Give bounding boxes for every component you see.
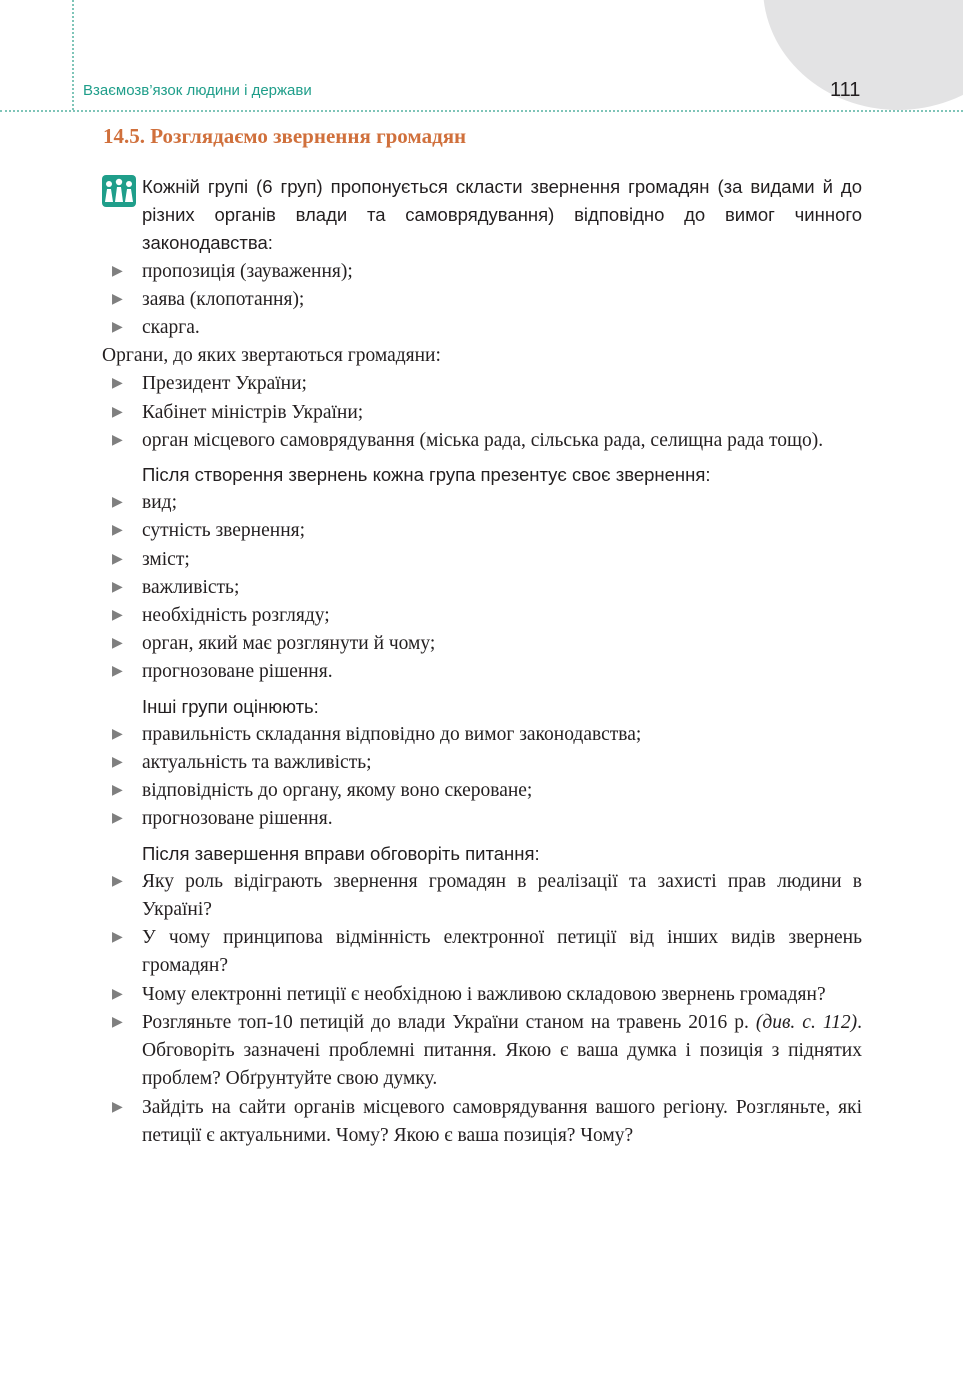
list-item: ▶ прогнозоване рішення. bbox=[102, 658, 862, 686]
triangle-bullet-icon: ▶ bbox=[112, 636, 123, 652]
question-item: ▶ Зайдіть на сайти органів місцевого самоврядування вашого регіону. Розгляньте, які петиції є актуальними. Чому? Якою є ваша позиція? Чому? bbox=[102, 1094, 862, 1150]
triangle-bullet-icon: ▶ bbox=[112, 320, 123, 336]
triangle-bullet-icon: ▶ bbox=[112, 755, 123, 771]
list-item: ▶ зміст; bbox=[102, 546, 862, 574]
list-item: ▶ орган, який має розглянути й чому; bbox=[102, 630, 862, 658]
list-item: ▶ важливість; bbox=[102, 574, 862, 602]
list-item: ▶ орган місцевого самоврядування (міська рада, сільська рада, селищна рада тощо). bbox=[102, 427, 862, 455]
triangle-bullet-icon: ▶ bbox=[112, 551, 123, 567]
list-item: ▶ заява (клопотання); bbox=[102, 286, 862, 314]
list-item: ▶ необхідність розгляду; bbox=[102, 602, 862, 630]
running-head: Взаємозв’язок людини і держави bbox=[83, 82, 312, 99]
list-item: ▶ сутність звернення; bbox=[102, 517, 862, 545]
page-reference: (див. с. 112) bbox=[755, 1011, 858, 1033]
discussion-questions-list bbox=[102, 868, 862, 1150]
list-item: ▶ вид; bbox=[102, 489, 862, 517]
triangle-bullet-icon: ▶ bbox=[112, 930, 123, 946]
question-item: ▶ Розгляньте топ-10 петицій до влади України станом на травень 2016 р. (див. с. 112). Обговоріть зазначені проблемні питання. Якою є ваша думка і позиція з піднятих проблем? Обґрунтуйте свою думку. bbox=[102, 1009, 862, 1094]
triangle-bullet-icon: ▶ bbox=[112, 579, 123, 595]
triangle-bullet-icon: ▶ bbox=[112, 263, 123, 279]
triangle-bullet-icon: ▶ bbox=[112, 783, 123, 799]
triangle-bullet-icon: ▶ bbox=[112, 608, 123, 624]
triangle-bullet-icon: ▶ bbox=[112, 523, 123, 539]
task-intro: Кожній групі (6 груп) пропонується скласти звернення громадян (за видами й до різних органів влади та самоврядування) відповідно до вимог чинного законодавства: bbox=[142, 176, 862, 254]
list-item: ▶ відповідність до органу, якому воно скероване; bbox=[102, 777, 862, 805]
triangle-bullet-icon: ▶ bbox=[112, 1099, 123, 1115]
list-item: ▶ Президент України; bbox=[102, 370, 862, 398]
organs-label: Органи, до яких звертаються громадяни: bbox=[102, 345, 441, 367]
triangle-bullet-icon: ▶ bbox=[112, 432, 123, 448]
present-label: Після створення звернень кожна група презентує своє звернення: bbox=[142, 464, 711, 486]
margin-guide-vertical bbox=[72, 0, 74, 110]
triangle-bullet-icon: ▶ bbox=[112, 1014, 123, 1030]
list-item: ▶ пропозиція (зауваження); bbox=[102, 258, 862, 286]
section-title: 14.5. Розглядаємо звернення громадян bbox=[103, 124, 467, 148]
evaluate-list bbox=[102, 721, 862, 834]
triangle-bullet-icon: ▶ bbox=[112, 291, 123, 307]
evaluate-label: Інші групи оцінюють: bbox=[142, 695, 319, 717]
question-item: ▶ У чому принципова відмінність електронної петиції від інших видів звернень громадян? bbox=[102, 924, 862, 980]
list-item: ▶ Кабінет міністрів України; bbox=[102, 399, 862, 427]
list-item: ▶ прогнозоване рішення. bbox=[102, 805, 862, 833]
present-list bbox=[102, 489, 862, 686]
triangle-bullet-icon: ▶ bbox=[112, 376, 123, 392]
discuss-label: Після завершення вправи обговоріть питання: bbox=[142, 842, 540, 864]
page-number: 111 bbox=[830, 79, 861, 101]
triangle-bullet-icon: ▶ bbox=[112, 664, 123, 680]
list-item: ▶ правильність складання відповідно до вимог законодавства; bbox=[102, 721, 862, 749]
list-item: ▶ актуальність та важливість; bbox=[102, 749, 862, 777]
corner-decoration bbox=[763, 0, 963, 110]
triangle-bullet-icon: ▶ bbox=[112, 404, 123, 420]
appeal-types-list bbox=[102, 258, 862, 343]
triangle-bullet-icon: ▶ bbox=[112, 873, 123, 889]
header-divider bbox=[0, 110, 963, 112]
list-item: ▶ скарга. bbox=[102, 314, 862, 342]
triangle-bullet-icon: ▶ bbox=[112, 986, 123, 1002]
triangle-bullet-icon: ▶ bbox=[112, 811, 123, 827]
triangle-bullet-icon: ▶ bbox=[112, 495, 123, 511]
triangle-bullet-icon: ▶ bbox=[112, 726, 123, 742]
page-body bbox=[102, 173, 862, 1150]
question-item: ▶ Яку роль відіграють звернення громадян в реалізації та захисті прав людини в Україні? bbox=[102, 868, 862, 924]
question-item: ▶ Чому електронні петиції є необхідною і важливою складовою звернень громадян? bbox=[102, 981, 862, 1009]
organs-list bbox=[102, 370, 862, 455]
